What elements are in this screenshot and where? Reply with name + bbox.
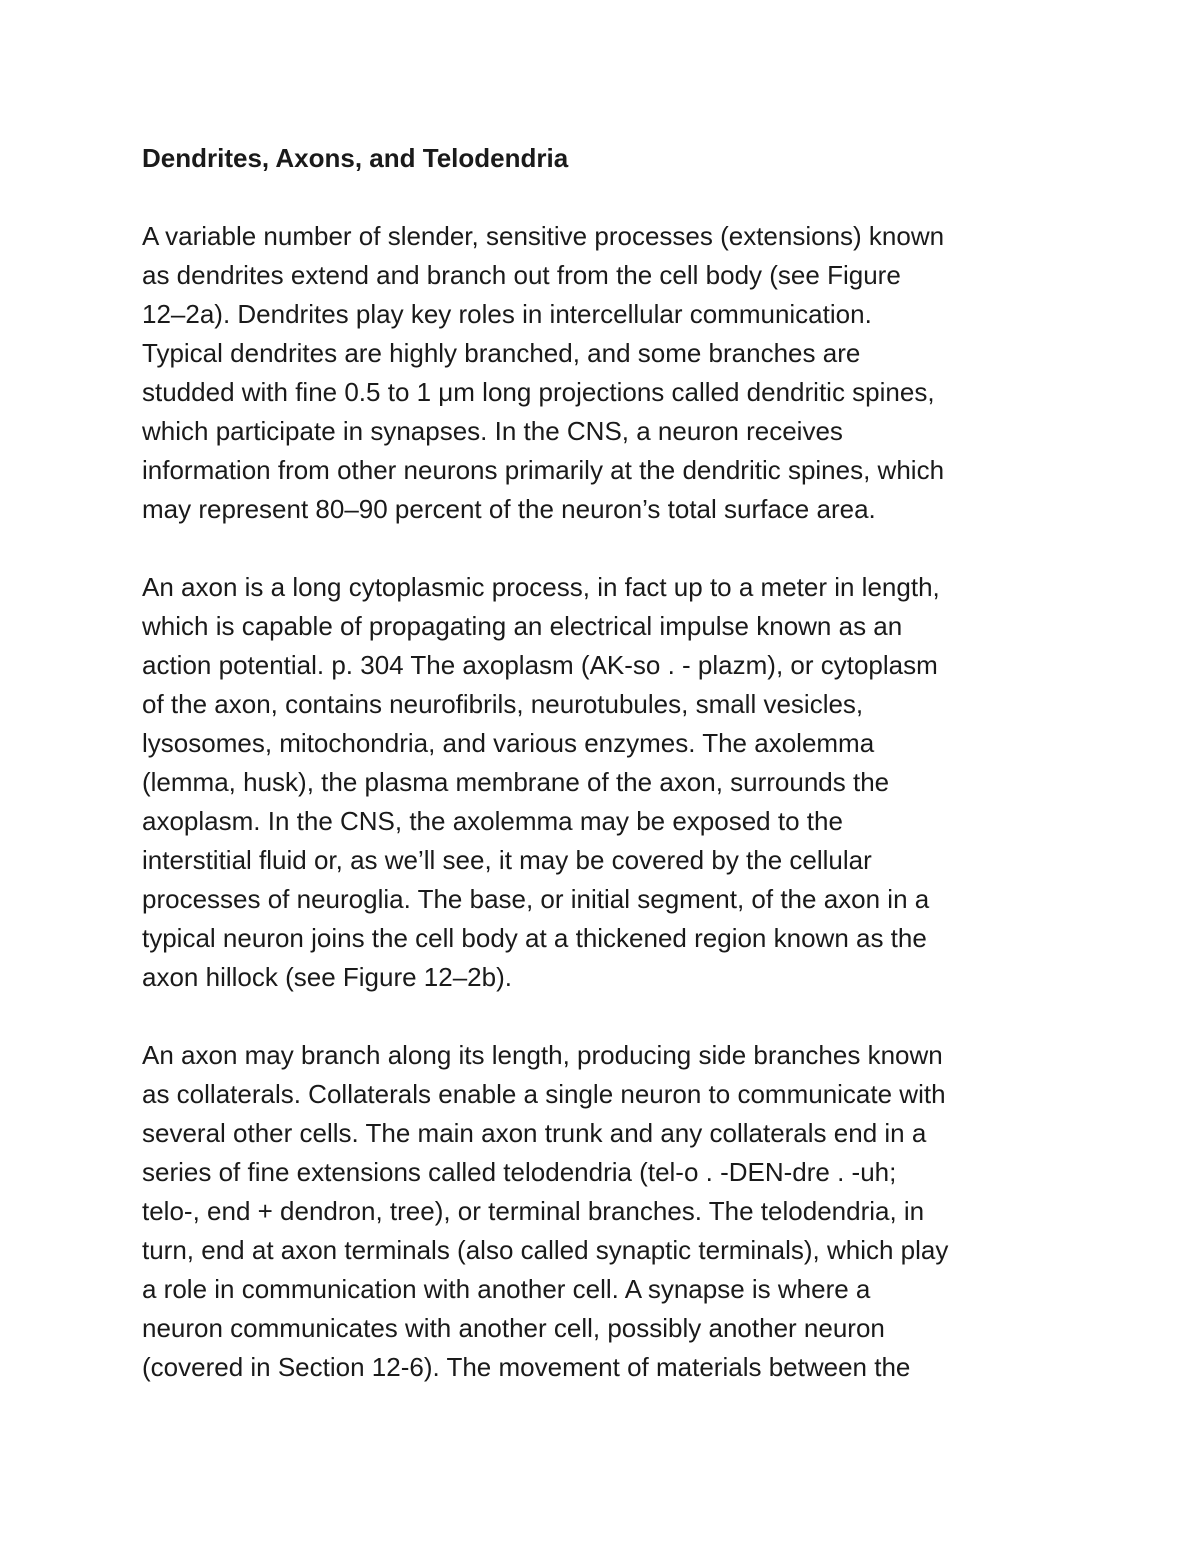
text-line: axoplasm. In the CNS, the axolemma may be exposed to the [142, 806, 843, 836]
text-line: action potential. p. 304 The axoplasm (AK-so . - plazm), or cytoplasm [142, 650, 938, 680]
text-line: telo-, end + dendron, tree), or terminal branches. The telodendria, in [142, 1196, 925, 1226]
text-line: several other cells. The main axon trunk and any collaterals end in a [142, 1118, 927, 1148]
text-line: information from other neurons primarily at the dendritic spines, which [142, 455, 945, 485]
text-line: as collaterals. Collaterals enable a single neuron to communicate with [142, 1079, 946, 1109]
text-line: studded with fine 0.5 to 1 μm long projections called dendritic spines, [142, 377, 935, 407]
page-title: Dendrites, Axons, and Telodendria [142, 143, 569, 173]
text-line: turn, end at axon terminals (also called synaptic terminals), which play [142, 1235, 949, 1265]
text-line: which is capable of propagating an electrical impulse known as an [142, 611, 903, 641]
paragraph-axon [142, 568, 1072, 997]
text-line: A variable number of slender, sensitive processes (extensions) known [142, 221, 945, 251]
paragraph-dendrites [142, 217, 1072, 529]
text-line: typical neuron joins the cell body at a thickened region known as the [142, 923, 927, 953]
text-line: series of fine extensions called telodendria (tel-o . -DEN-dre . -uh; [142, 1157, 897, 1187]
text-line: a role in communication with another cell. A synapse is where a [142, 1274, 871, 1304]
text-line: (covered in Section 12-6). The movement of materials between the [142, 1352, 911, 1382]
text-line: axon hillock (see Figure 12–2b). [142, 962, 512, 992]
text-line: as dendrites extend and branch out from the cell body (see Figure [142, 260, 901, 290]
text-line: (lemma, husk), the plasma membrane of the axon, surrounds the [142, 767, 890, 797]
document-body [142, 139, 1072, 1426]
text-line: may represent 80–90 percent of the neuron’s total surface area. [142, 494, 876, 524]
text-line: interstitial fluid or, as we’ll see, it may be covered by the cellular [142, 845, 872, 875]
text-line: processes of neuroglia. The base, or initial segment, of the axon in a [142, 884, 930, 914]
text-line: 12–2a). Dendrites play key roles in intercellular communication. [142, 299, 872, 329]
text-line: An axon is a long cytoplasmic process, in fact up to a meter in length, [142, 572, 940, 602]
text-line: lysosomes, mitochondria, and various enzymes. The axolemma [142, 728, 875, 758]
text-line: neuron communicates with another cell, possibly another neuron [142, 1313, 885, 1343]
paragraph-telodendria [142, 1036, 1072, 1387]
text-line: which participate in synapses. In the CNS, a neuron receives [142, 416, 843, 446]
text-line: Typical dendrites are highly branched, and some branches are [142, 338, 861, 368]
text-line: An axon may branch along its length, producing side branches known [142, 1040, 943, 1070]
text-line: of the axon, contains neurofibrils, neurotubules, small vesicles, [142, 689, 864, 719]
